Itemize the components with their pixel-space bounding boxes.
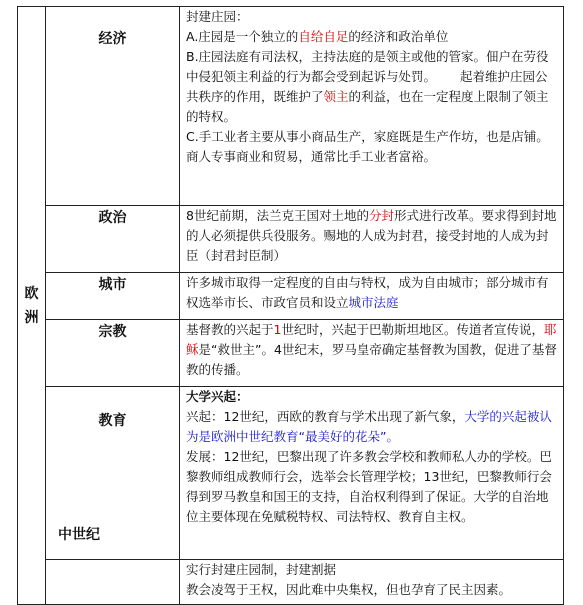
- middle-ages-line-1: 实行封建庄园制，封建割据: [186, 562, 337, 577]
- highlight-text: 1: [273, 322, 282, 337]
- middle-ages-content: [180, 560, 564, 605]
- topic-education: 教育: [46, 387, 180, 560]
- region-label: 欧 洲: [24, 285, 39, 326]
- economy-heading: 封建庄园：: [186, 9, 249, 24]
- region-cell: [18, 7, 46, 605]
- politics-content: 8世纪前期，法兰克王国对土地的分封形式进行改革。要求得到封地的人必须提供兵役服务。赐地的人成为封君，接受封地的人成为封臣（封君封臣制）: [180, 206, 564, 273]
- economy-content: [180, 7, 564, 206]
- history-summary-table: [17, 6, 564, 605]
- topic-middle-ages: [46, 560, 180, 605]
- topic-city: 城市: [46, 273, 180, 320]
- table-row: [18, 206, 564, 273]
- religion-content: 基督教的兴起于1世纪时，兴起于巴勒斯坦地区。传道者宣传说，耶稣是“救世主”。4世纪末，罗马皇帝确定基督教为国教，促进了基督教的传播。: [180, 320, 564, 387]
- economy-point-a: A.庄园是一个独立的自给自足的经济和政治单位: [186, 29, 449, 44]
- highlight-text: 领主: [323, 89, 349, 104]
- table-row: [18, 7, 564, 206]
- highlight-text: 自给自足: [298, 29, 349, 44]
- topic-religion: 宗教: [46, 320, 180, 387]
- table-row: [18, 273, 564, 320]
- highlight-text: 分封: [368, 208, 394, 223]
- table-row: [18, 560, 564, 605]
- economy-point-b: B.庄园法庭有司法权，主持法庭的是领主或他的管家。佃户在劳役中侵犯领主利益的行为都会受到起诉与处罚。 起着维护庄园公共秩序的作用，既维护了领主的利益，也在一定程度上限制了领主的特权。: [186, 49, 549, 124]
- education-development: 发展：12世纪，巴黎出现了许多教会学校和教师私人办的学校。巴黎教师组成教师行会，选举会长管理学校；13世纪，巴黎教师行会得到罗马教皇和国王的支持，自治权利得到了保证。大学的自治地位主要体现在免赋税特权、司法特权、教育自主权。: [186, 449, 552, 524]
- economy-point-c: C.手工业者主要从事小商品生产，家庭既是生产作坊，也是店铺。商人专事商业和贸易，通常比手工业者富裕。: [186, 129, 549, 164]
- highlight-text: 耶稣: [186, 322, 557, 357]
- topic-politics: 政治: [46, 206, 180, 273]
- education-heading: 大学兴起：: [186, 389, 249, 404]
- topic-economy: 经济: [46, 7, 180, 206]
- highlight-text: 城市法庭: [348, 295, 399, 310]
- table-row: [18, 320, 564, 387]
- middle-ages-line-2: 教会凌驾于王权，因此难中央集权，但也孕育了民主因素。: [186, 582, 512, 597]
- middle-ages-topic-label: 中世纪: [56, 524, 102, 544]
- city-content: 许多城市取得一定程度的自由与特权，成为自由城市；部分城市有权选举市长、市政官员和设立城市法庭: [180, 273, 564, 320]
- highlight-text: 大学的兴起被认为是欧洲中世纪教育“最美好的花朵”。: [186, 409, 552, 444]
- education-rise: 兴起：12世纪，西欧的教育与学术出现了新气象，大学的兴起被认为是欧洲中世纪教育“最美好的花朵”。: [186, 409, 552, 444]
- education-content: [180, 387, 564, 560]
